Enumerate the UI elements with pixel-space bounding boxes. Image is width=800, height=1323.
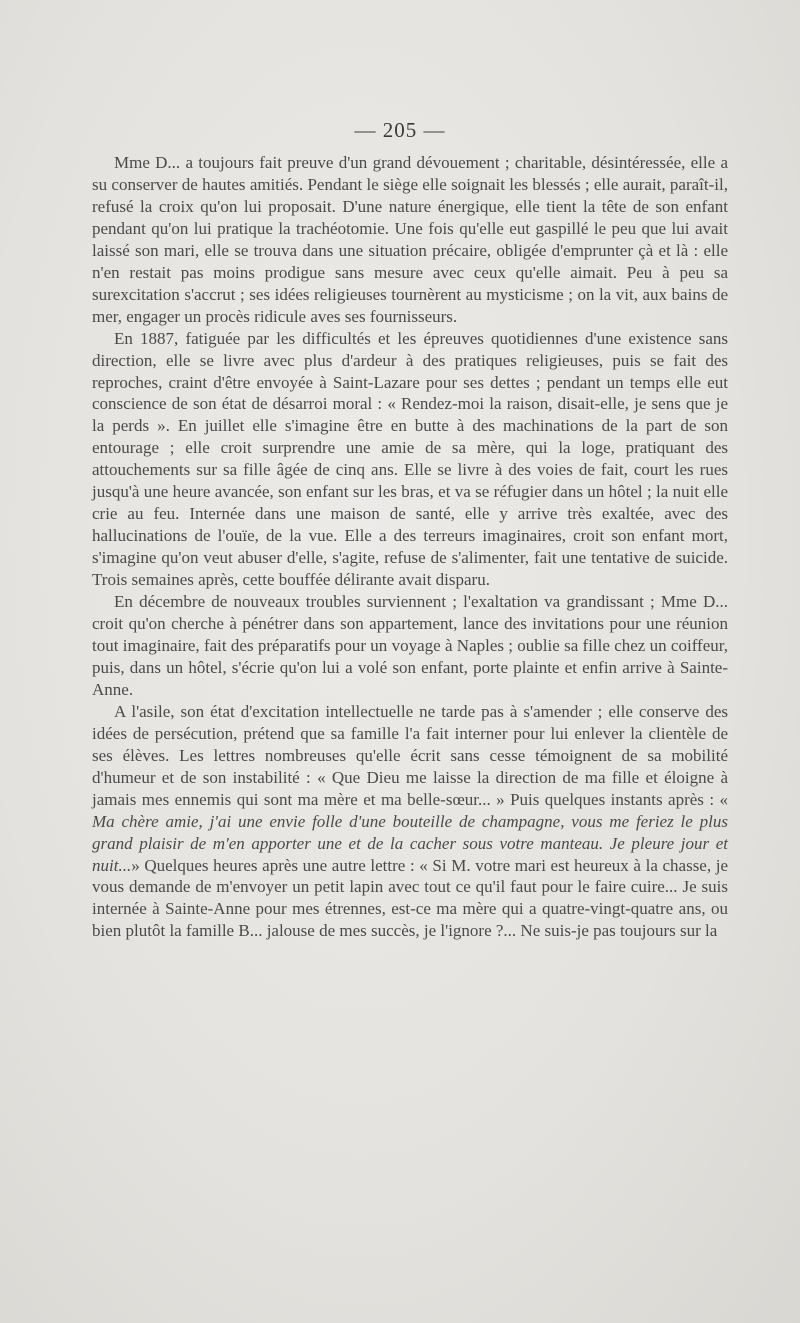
body-text [92,152,728,942]
paragraph-4-italic-quote: Ma chère amie, j'ai une envie folle d'une bouteille de champagne, vous me feriez le plus grand plaisir de m'en apporter une et de la cacher sous votre manteau. Je pleure jour et nuit... [92,811,728,875]
paragraph-4 [92,701,728,942]
paragraph-4-before-quote: A l'asile, son état d'excitation intellectuelle ne tarde pas à s'amender ; elle conserve des idées de persécution, prétend que sa famille l'a fait interner pour lui enlever la clientèle de ses élèves. Les lettres nombreuses qu'elle écrit sans cesse témoignent de sa mobilité d'humeur et de son instabilité : « Que Dieu me laisse la direction de ma fille et éloigne à jamais mes ennemis qui sont ma mère et ma belle-sœur... » Puis quelques instants après : « [92,701,728,809]
paragraph-3: En décembre de nouveaux troubles surviennent ; l'exaltation va grandissant ; Mme D... croit qu'on cherche à pénétrer dans son appartement, lance des invitations pour une réunion tout imaginaire, fait des préparatifs pour un voyage à Naples ; oublie sa fille chez un coiffeur, puis, dans un hôtel, s'écrie qu'on lui a volé son enfant, porte plainte et enfin arrive à Sainte-Anne. [92,592,728,699]
paragraph-1: Mme D... a toujours fait preuve d'un grand dévouement ; charitable, désintéressée, elle a su conserver de hautes amitiés. Pendant le siège elle soignait les blessés ; elle aurait, paraît-il, refusé la croix qu'on lui proposait. D'une nature énergique, elle tient la tête de son enfant pendant qu'on lui pratique la trachéotomie. Une fois qu'elle eut gaspillé le peu que lui avait laissé son mari, elle se trouva dans une situation précaire, obligée d'emprunter çà et là : elle n'en restait pas moins prodigue sans mesure avec ceux qu'elle aimait. Peu à peu sa surexcitation s'accrut ; ses idées religieuses tournèrent au mysticisme ; on la vit, aux bains de mer, engager un procès ridicule aves ses fournisseurs. [92,153,728,326]
page-number: — 205 — [354,118,446,142]
paragraph-2: En 1887, fatiguée par les difficultés et les épreuves quotidiennes d'une existence sans direction, elle se livre avec plus d'ardeur à des pratiques religieuses, puis se fait des reproches, craint d'être envoyée à Saint-Lazare pour ses dettes ; pendant un temps elle eut conscience de son état de désarroi moral : « Rendez-moi la raison, disait-elle, je sens que je la perds ». En juillet elle s'imagine être en butte à des machinations de la part de son entourage ; elle croit surprendre une amie de sa mère, qui la loge, pratiquant des attouchements sur sa fille âgée de cinq ans. Elle se livre à des voies de fait, court les rues jusqu'à une heure avancée, son enfant sur les bras, et va se réfugier dans un hôtel ; la nuit elle crie au feu. Internée dans une maison de santé, elle y arrive très exaltée, avec des hallucinations de l'ouïe, de la vue. Elle a des terreurs imaginaires, croit son enfant mort, s'imagine qu'on veut abuser d'elle, s'agite, refuse de s'alimenter, fait une tentative de suicide. Trois semaines après, cette bouffée délirante avait disparu. [92,328,728,590]
paragraph-4-after-quote: » Quelques heures après une autre lettre : « Si M. votre mari est heureux à la chasse, je vous demande de m'envoyer un petit lapin avec tout ce qu'il faut pour le faire cuire... Je suis internée à Sainte-Anne pour mes étrennes, est-ce ma mère qui a quatre-vingt-quatre ans, ou bien plutôt la famille B... jalouse de mes succès, je l'ignore ?... Ne suis-je pas toujours sur la [92,855,728,941]
